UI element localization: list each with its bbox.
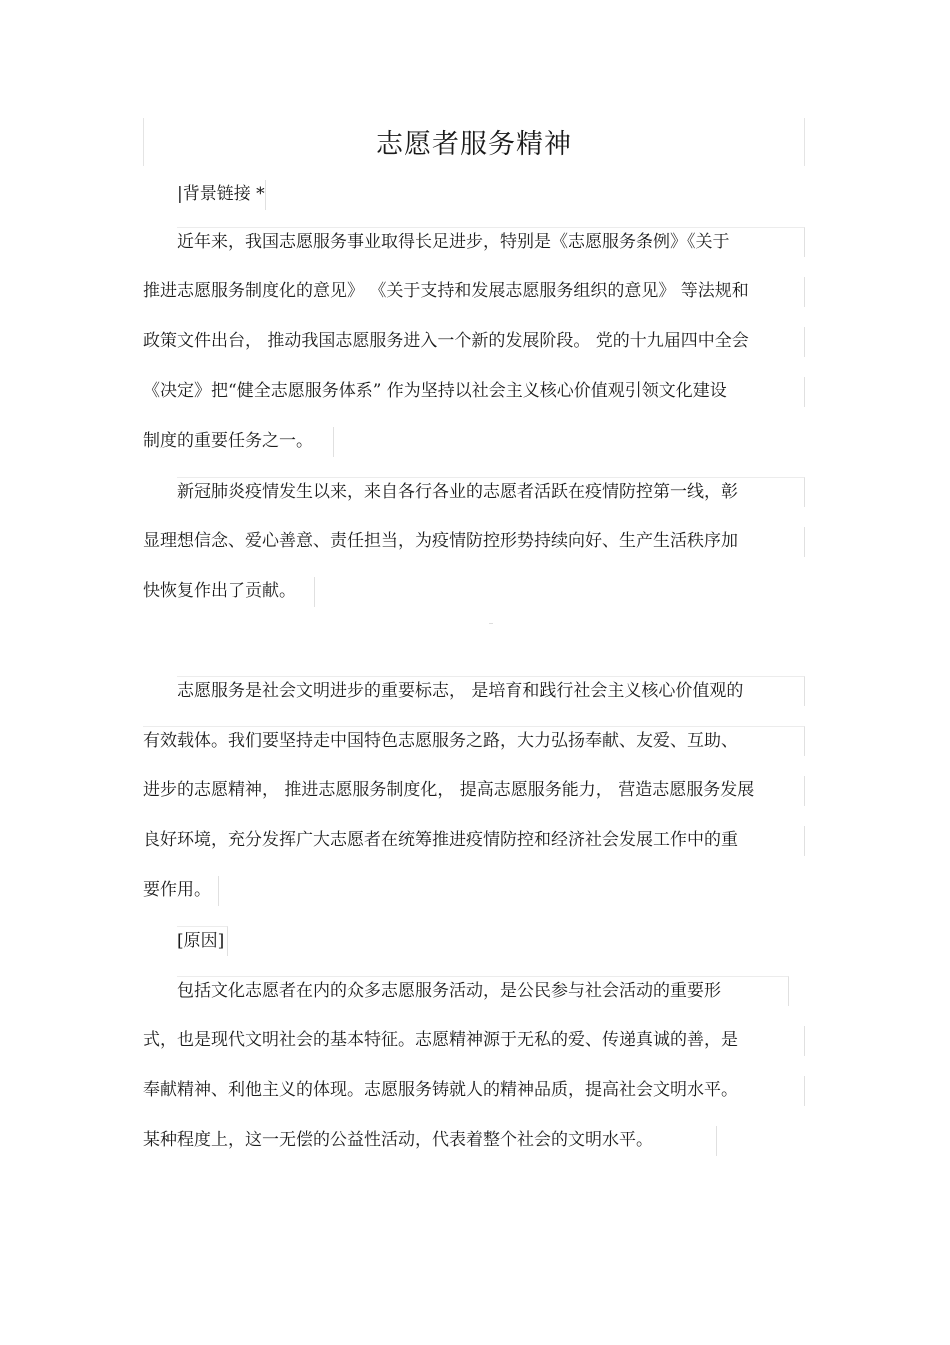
paragraph-1-line-1: 近年来，我国志愿服务事业取得长足进步，特别是《志愿服务条例》《关于 — [177, 227, 805, 257]
paragraph-4-line-3: 奉献精神、利他主义的体现。志愿服务铸就人的精神品质，提高社会文明水平。 — [143, 1076, 805, 1106]
paragraph-3-line-5: 要作用。 — [143, 876, 219, 906]
page-title: 志愿者服务精神 — [143, 118, 805, 166]
paragraph-3-line-1: 志愿服务是社会文明进步的重要标志， 是培育和践行社会主义核心价值观的 — [177, 676, 805, 706]
paragraph-4-line-1: 包括文化志愿者在内的众多志愿服务活动，是公民参与社会活动的重要形 — [177, 976, 789, 1006]
paragraph-2-line-2: 显理想信念、爱心善意、责任担当，为疫情防控形势持续向好、生产生活秩序加 — [143, 527, 805, 557]
paragraph-2-line-3: 快恢复作出了贡献。 — [143, 577, 315, 607]
paragraph-3-line-2: 有效载体。我们要坚持走中国特色志愿服务之路，大力弘扬奉献、友爱、互助、 — [143, 726, 805, 756]
page-break-mark — [489, 623, 493, 624]
paragraph-2-line-1: 新冠肺炎疫情发生以来，来自各行各业的志愿者活跃在疫情防控第一线，彰 — [177, 477, 805, 507]
paragraph-1-line-2: 推进志愿服务制度化的意见》 《关于支持和发展志愿服务组织的意见》 等法规和 — [143, 277, 805, 307]
paragraph-1-line-5: 制度的重要任务之一。 — [143, 427, 334, 457]
paragraph-1-line-3: 政策文件出台， 推动我国志愿服务进入一个新的发展阶段。 党的十九届四中全会 — [143, 327, 805, 357]
section-heading-background: |背景链接 * — [177, 180, 266, 210]
section-heading-reason: [原因] — [177, 926, 228, 956]
paragraph-1-line-4: 《决定》把“健全志愿服务体系” 作为坚持以社会主义核心价值观引领文化建设 — [143, 377, 805, 407]
paragraph-4-line-4: 某种程度上，这一无偿的公益性活动，代表着整个社会的文明水平。 — [143, 1126, 717, 1156]
paragraph-3-line-3: 进步的志愿精神， 推进志愿服务制度化， 提高志愿服务能力， 营造志愿服务发展 — [143, 776, 805, 806]
paragraph-3-line-4: 良好环境，充分发挥广大志愿者在统筹推进疫情防控和经济社会发展工作中的重 — [143, 826, 805, 856]
paragraph-4-line-2: 式，也是现代文明社会的基本特征。志愿精神源于无私的爱、传递真诚的善，是 — [143, 1026, 805, 1056]
